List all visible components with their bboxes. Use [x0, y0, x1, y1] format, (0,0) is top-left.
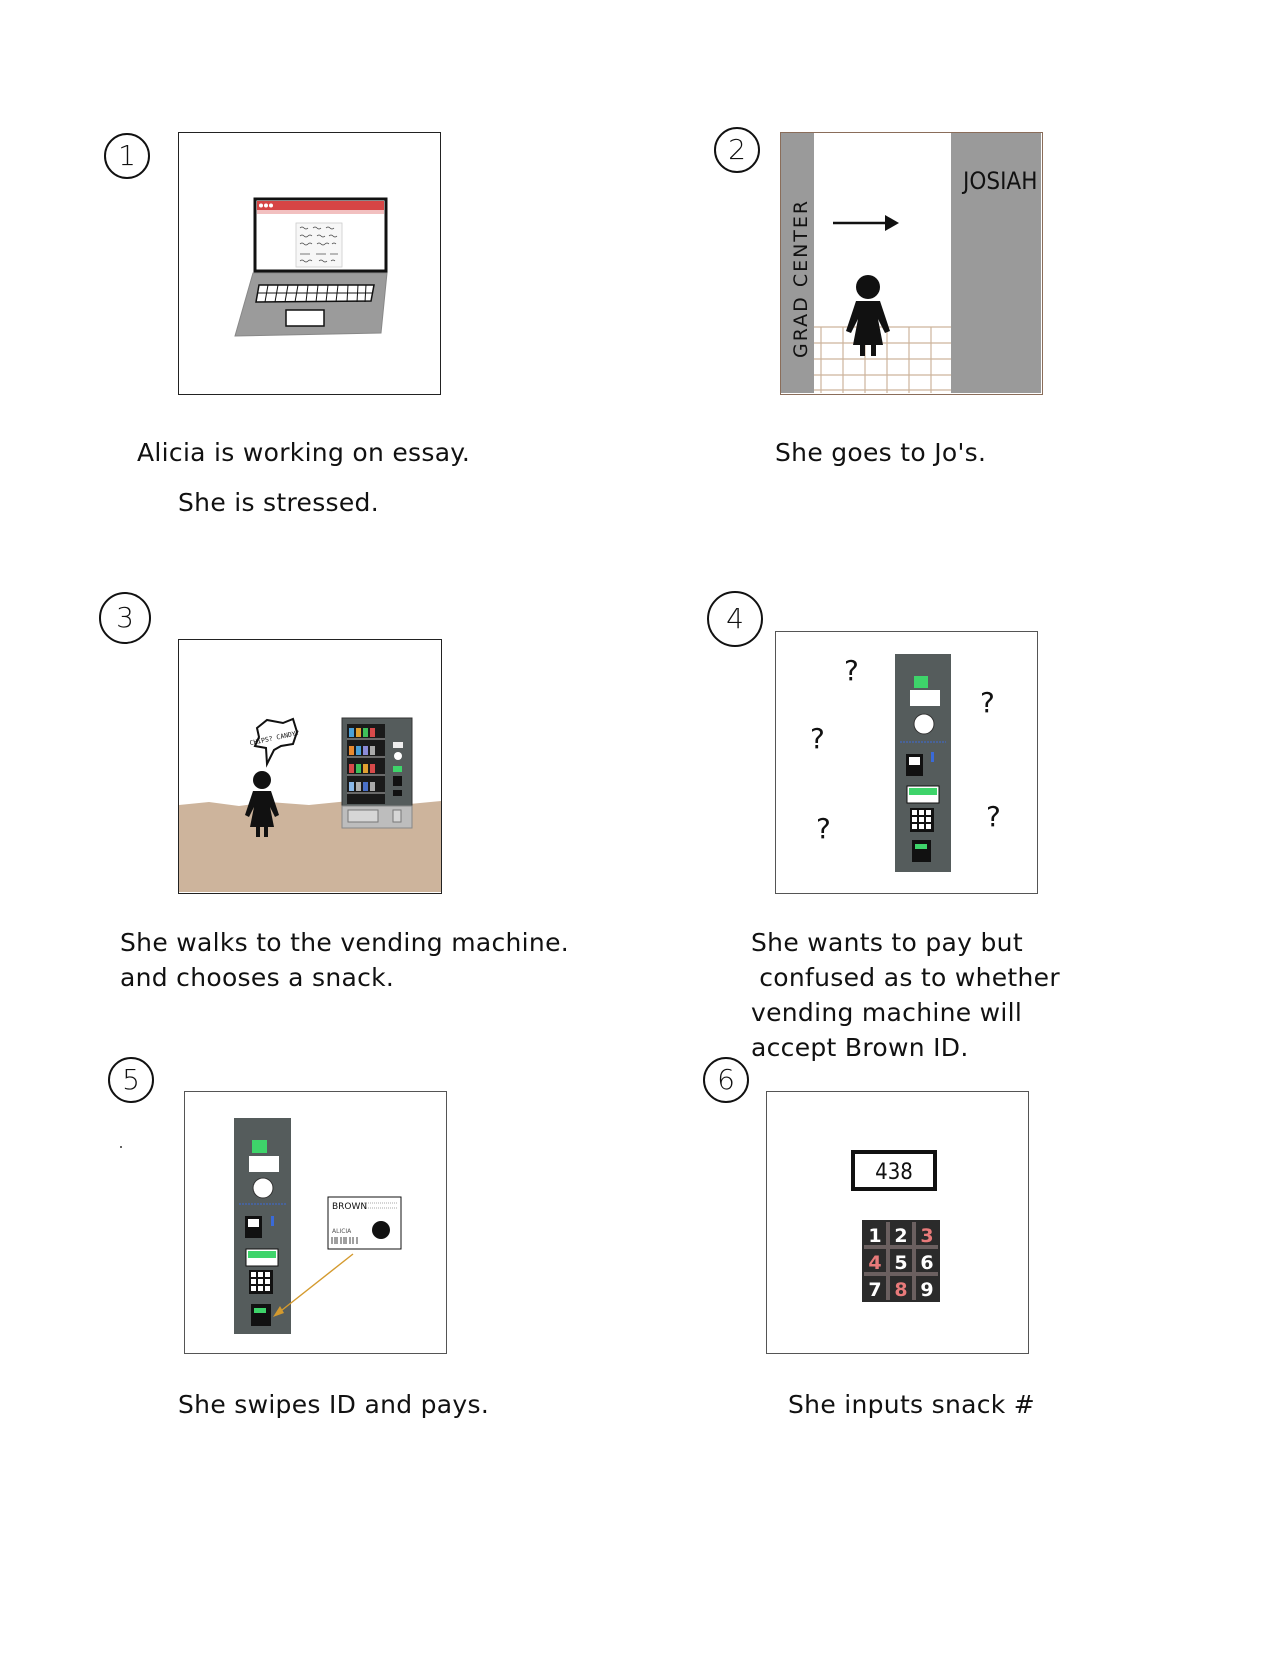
- floor-grid: [814, 327, 951, 393]
- question-mark-1: ?: [844, 654, 859, 687]
- vending-payment-panel: [895, 654, 951, 872]
- keypad-input-illustration: [767, 1092, 1028, 1353]
- speech-bubble: [249, 719, 301, 764]
- instruction-card: [910, 690, 940, 706]
- key-6: 6: [920, 1252, 934, 1274]
- vending-payment-panel: [234, 1118, 291, 1334]
- swipe-slot: [912, 840, 931, 862]
- panel-6-number: 6: [703, 1057, 749, 1103]
- trackpad: [286, 310, 324, 326]
- id-card-name: ALICIA: [332, 1228, 352, 1235]
- green-display: [914, 676, 928, 688]
- building-hallway-illustration: [781, 133, 1041, 393]
- panel-6-caption-line-1: She inputs snack #: [788, 1390, 1036, 1419]
- panel-5-caption-line-1: She swipes ID and pays.: [178, 1390, 490, 1419]
- panel-3-caption-line-2: and chooses a snack.: [120, 963, 395, 992]
- stray-dot: [120, 1146, 122, 1148]
- person-icon: [846, 275, 890, 356]
- laptop-illustration: [179, 133, 439, 393]
- vending-machine: [342, 718, 412, 828]
- question-mark-5: ?: [816, 812, 831, 845]
- swipe-slot: [251, 1304, 271, 1326]
- speech-bubble-text: CHIPS? CANDY?: [248, 728, 301, 748]
- question-mark-4: ?: [986, 800, 1001, 833]
- key-4: 4: [868, 1252, 882, 1274]
- panel-4-caption-line-3: vending machine will: [751, 998, 1023, 1027]
- coin-slot: [914, 714, 934, 734]
- key-7: 7: [868, 1279, 882, 1301]
- key-2: 2: [894, 1225, 908, 1247]
- panel-4-caption-line-4: accept Brown ID.: [751, 1033, 969, 1062]
- panel-4-number: 4: [707, 591, 763, 647]
- question-mark-3: ?: [810, 722, 825, 755]
- panel-1-caption-line-1: Alicia is working on essay.: [137, 438, 471, 467]
- id-photo: [372, 1221, 390, 1239]
- key-9: 9: [920, 1279, 934, 1301]
- panel-1-caption-line-2: She is stressed.: [178, 488, 379, 517]
- payment-panel-illustration: [776, 632, 1037, 893]
- panel-5-frame: [184, 1091, 447, 1354]
- display-number: 438: [875, 1160, 913, 1185]
- right-arrow-icon: [833, 215, 899, 231]
- panel-6-frame: [766, 1091, 1029, 1354]
- key-3: 3: [920, 1225, 934, 1247]
- question-mark-2: ?: [980, 686, 995, 719]
- brown-id-card: [328, 1197, 401, 1249]
- keypad: [862, 1220, 940, 1302]
- panel-4-caption-line-2: confused as to whether: [751, 963, 1060, 992]
- id-card-header: BROWN: [332, 1202, 368, 1212]
- key-1: 1: [868, 1225, 882, 1247]
- panel-3-frame: [178, 639, 442, 894]
- panel-4-caption-line-1: She wants to pay but: [751, 928, 1023, 957]
- key-8: 8: [894, 1279, 908, 1301]
- panel-1-frame: [178, 132, 441, 395]
- panel-2-caption-line-1: She goes to Jo's.: [775, 438, 987, 467]
- sign-josiah: JOSIAH: [963, 167, 1038, 195]
- panel-4-frame: [775, 631, 1038, 894]
- panel-3-number: 3: [99, 592, 151, 644]
- panel-3-caption-line-1: She walks to the vending machine.: [120, 928, 569, 957]
- sign-grad-center: GRAD CENTER: [790, 198, 812, 358]
- panel-2-frame: [780, 132, 1043, 395]
- number-display: [853, 1152, 935, 1189]
- panel-1-number: 1: [104, 133, 150, 179]
- panel-2-number: 2: [714, 127, 760, 173]
- vending-scene-illustration: [179, 640, 441, 892]
- panel-5-number: 5: [108, 1057, 154, 1103]
- browser-bar: [257, 201, 384, 210]
- swipe-id-illustration: [185, 1092, 446, 1353]
- key-5: 5: [894, 1252, 908, 1274]
